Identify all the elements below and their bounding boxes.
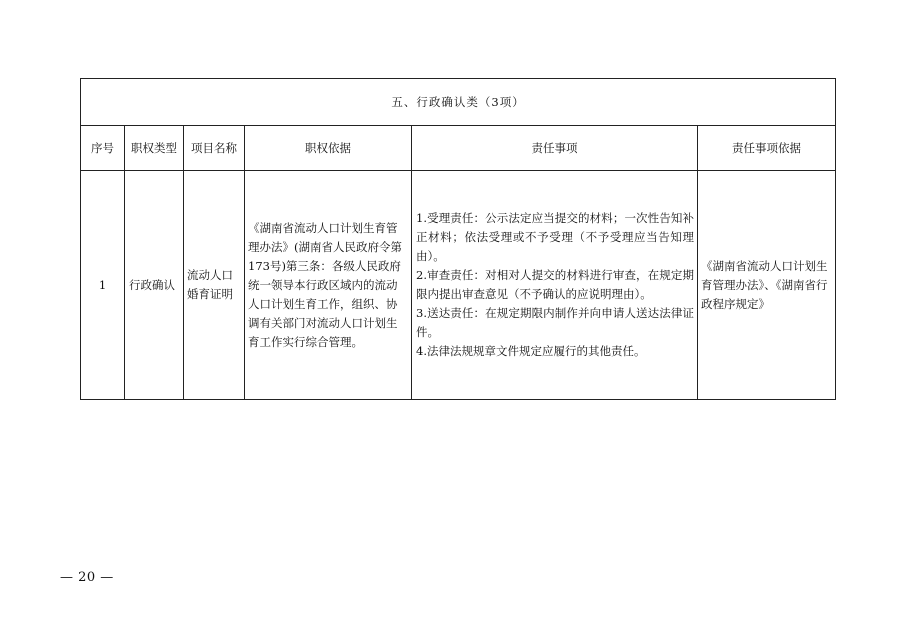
row-resp-basis: 《湖南省流动人口计划生育管理办法》、《湖南省行政程序规定》 bbox=[698, 171, 836, 400]
responsibility-item: 2.审查责任：对相对人提交的材料进行审查，在规定期限内提出审查意见（不予确认的应说明理由）。 bbox=[416, 268, 694, 301]
section-title: 五、行政确认类（3项） bbox=[81, 79, 836, 126]
authority-table bbox=[80, 78, 836, 400]
responsibility-item: 4.法律法规规章文件规定应履行的其他责任。 bbox=[416, 344, 646, 358]
section-title-row bbox=[81, 79, 836, 126]
responsibility-item: 1.受理责任：公示法定应当提交的材料；一次性告知补正材料；依法受理或不予受理（不予受理应当告知理由）。 bbox=[416, 211, 694, 263]
row-index: 1 bbox=[81, 171, 125, 400]
page-number: — 20 — bbox=[60, 570, 114, 585]
header-row bbox=[81, 126, 836, 171]
row-name: 流动人口婚育证明 bbox=[184, 171, 245, 400]
row-responsibilities bbox=[412, 171, 698, 400]
header-name: 项目名称 bbox=[184, 126, 245, 171]
responsibility-item: 3.送达责任：在规定期限内制作并向申请人送达法律证件。 bbox=[416, 306, 694, 339]
row-type: 行政确认 bbox=[125, 171, 184, 400]
header-resp-basis: 责任事项依据 bbox=[698, 126, 836, 171]
table-row bbox=[81, 171, 836, 400]
header-basis: 职权依据 bbox=[245, 126, 412, 171]
header-type: 职权类型 bbox=[125, 126, 184, 171]
header-responsibilities: 责任事项 bbox=[412, 126, 698, 171]
header-index: 序号 bbox=[81, 126, 125, 171]
row-basis: 《湖南省流动人口计划生育管理办法》(湖南省人民政府令第173号)第三条：各级人民政府统一领导本行政区域内的流动人口计划生育工作，组织、协调有关部门对流动人口计划生育工作实行综合管理。 bbox=[245, 171, 412, 400]
